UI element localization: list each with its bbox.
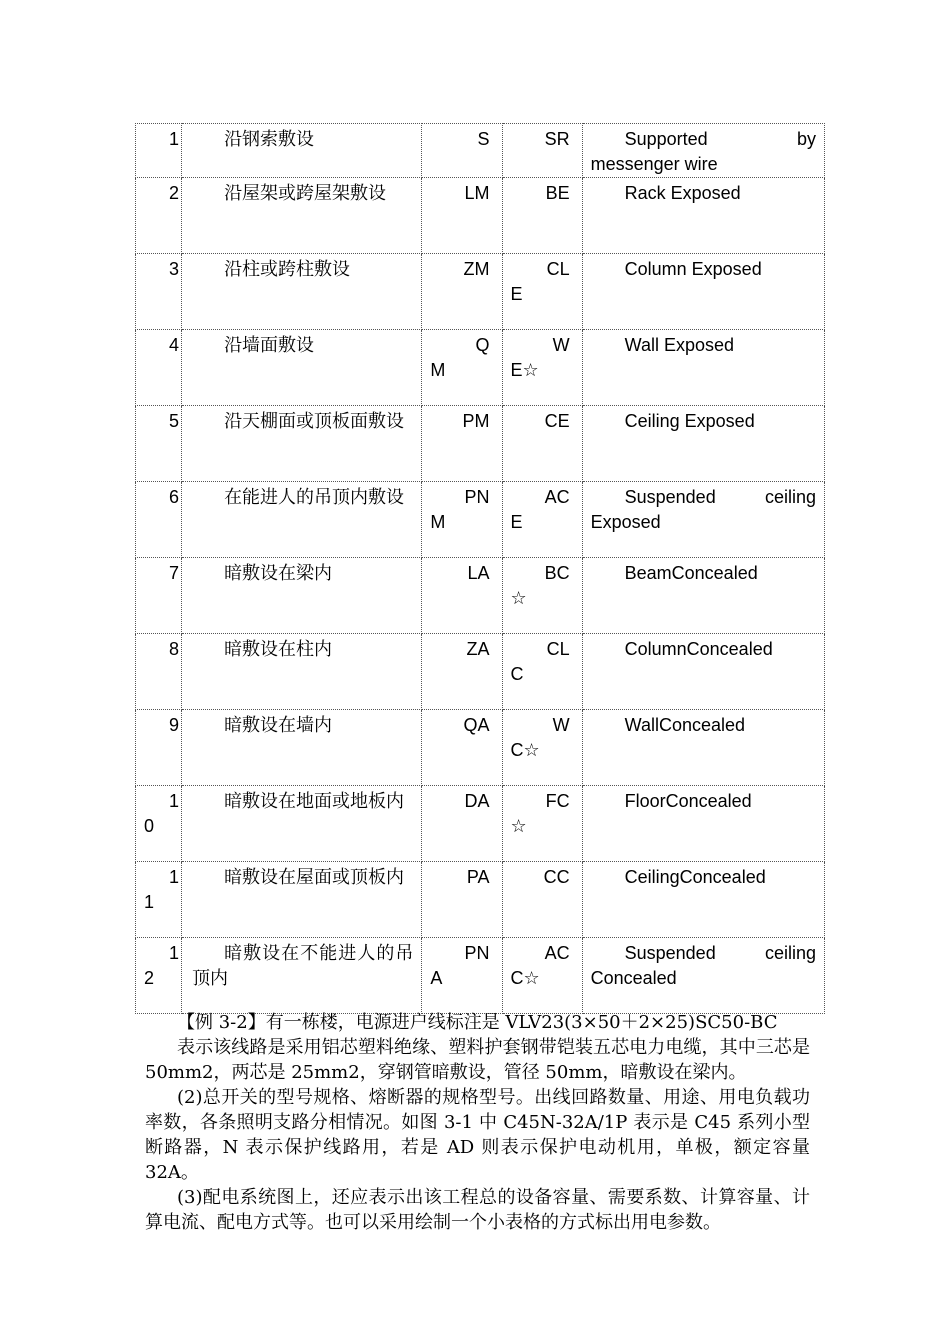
- table-row: [136, 938, 825, 1014]
- method-symbol: W: [552, 715, 570, 735]
- method-symbol-cell: [502, 330, 582, 406]
- method-symbol-cell: [502, 558, 582, 634]
- method-code: S: [477, 129, 490, 149]
- row-number: 7: [169, 563, 180, 583]
- english-term: Ceiling Exposed: [624, 411, 755, 431]
- method-symbol: BE: [545, 183, 570, 203]
- table-row: [136, 406, 825, 482]
- method-code-cell: [422, 938, 502, 1014]
- table-row: [136, 710, 825, 786]
- row-number-cell: [136, 178, 182, 254]
- row-number-cell: [136, 558, 182, 634]
- table-row: [136, 786, 825, 862]
- method-description: 暗敷设在屋面或顶板内: [224, 867, 405, 888]
- method-symbol-cell: [502, 124, 582, 178]
- english-term: WallConcealed: [624, 715, 746, 735]
- english-term-cell: [582, 178, 824, 254]
- table-row: [136, 558, 825, 634]
- table-body: [136, 124, 825, 1014]
- method-code: LA: [467, 563, 490, 583]
- method-symbol: SR: [544, 129, 570, 149]
- english-term-cell: [582, 786, 824, 862]
- row-number-cell: [136, 406, 182, 482]
- method-code: Q: [475, 335, 490, 355]
- row-number-cell: [136, 482, 182, 558]
- method-code: PA: [466, 867, 490, 887]
- method-symbol-continuation: E: [510, 512, 523, 532]
- example-heading: 【例 3-2】有一栋楼，电源进户线标注是 VLV23(3×50＋2×25)SC50-BC: [177, 1012, 778, 1033]
- row-number-cell: [136, 330, 182, 406]
- method-symbol-cell: [502, 862, 582, 938]
- method-code: ZM: [463, 259, 490, 279]
- method-description: 沿屋架或跨屋架敷设: [224, 183, 387, 204]
- row-number-continuation: 2: [144, 968, 155, 988]
- english-term: Rack Exposed: [624, 183, 741, 203]
- method-description-cell: [182, 124, 422, 178]
- method-symbol-continuation: C: [510, 664, 524, 684]
- english-term-cell: [582, 710, 824, 786]
- method-description-cell: [182, 406, 422, 482]
- row-number: 5: [169, 411, 180, 431]
- row-number: 6: [169, 487, 180, 507]
- method-symbol-continuation: ☆: [510, 588, 527, 608]
- english-term-cell: [582, 938, 824, 1014]
- english-term: Wall Exposed: [624, 335, 735, 355]
- row-number-continuation: 0: [144, 816, 155, 836]
- row-number-continuation: 1: [144, 892, 155, 912]
- method-symbol-cell: [502, 482, 582, 558]
- row-number: 8: [169, 639, 180, 659]
- method-description-cell: [182, 862, 422, 938]
- method-symbol-cell: [502, 406, 582, 482]
- method-description: 暗敷设在梁内: [224, 563, 333, 584]
- table-row: [136, 330, 825, 406]
- method-description: 沿钢索敷设: [224, 129, 315, 150]
- english-term-cell: [582, 124, 824, 178]
- method-description-cell: [182, 786, 422, 862]
- method-symbol: CL: [546, 259, 570, 279]
- method-description-cell: [182, 254, 422, 330]
- method-symbol: FC: [545, 791, 570, 811]
- table-row: [136, 124, 825, 178]
- method-code: PN: [464, 487, 490, 507]
- method-code: LM: [464, 183, 490, 203]
- table-row: [136, 254, 825, 330]
- row-number-cell: [136, 862, 182, 938]
- english-term-cell: [582, 406, 824, 482]
- method-code-cell: [422, 482, 502, 558]
- method-code-cell: [422, 178, 502, 254]
- method-symbol: CL: [546, 639, 570, 659]
- method-description-cell: [182, 330, 422, 406]
- method-code: PN: [464, 943, 490, 963]
- method-symbol-continuation: ☆: [510, 816, 527, 836]
- method-description-cell: [182, 634, 422, 710]
- english-term: CeilingConcealed: [624, 867, 766, 887]
- method-symbol-continuation: E☆: [510, 360, 539, 380]
- method-symbol: CE: [544, 411, 570, 431]
- row-number-cell: [136, 786, 182, 862]
- method-code-continuation: A: [430, 968, 443, 988]
- row-number-cell: [136, 710, 182, 786]
- method-code-cell: [422, 254, 502, 330]
- method-symbol-cell: [502, 254, 582, 330]
- method-code-continuation: M: [430, 360, 446, 380]
- paragraph-2: (2)总开关的型号规格、熔断器的规格型号。出线回路数量、用途、用电负载功率数，各条照明支路分相情况。如图 3-1 中 C45N-32A/1P 表示是 C45 系列小型断路器，N 表示保护线路用，若是 AD 则表示保护电动机用，单极，额定容量 32A。: [145, 1087, 810, 1183]
- english-term-cell: [582, 558, 824, 634]
- english-term: Column Exposed: [624, 259, 762, 279]
- row-number: 1: [169, 129, 180, 149]
- method-description-cell: [182, 938, 422, 1014]
- table-row: [136, 634, 825, 710]
- english-term: Suspended ceiling Exposed: [590, 487, 816, 532]
- method-code-continuation: M: [430, 512, 446, 532]
- wiring-method-table: [135, 123, 825, 1014]
- english-term-cell: [582, 634, 824, 710]
- english-term-cell: [582, 254, 824, 330]
- row-number: 2: [169, 183, 180, 203]
- row-number: 1: [169, 867, 180, 887]
- method-code-cell: [422, 406, 502, 482]
- method-code: QA: [463, 715, 490, 735]
- method-description: 暗敷设在地面或地板内: [224, 791, 405, 812]
- method-symbol-cell: [502, 710, 582, 786]
- row-number-cell: [136, 254, 182, 330]
- method-symbol: AC: [544, 943, 570, 963]
- method-description-cell: [182, 558, 422, 634]
- method-description: 沿天棚面或顶板面敷设: [224, 411, 405, 432]
- method-description-cell: [182, 178, 422, 254]
- row-number: 9: [169, 715, 180, 735]
- method-symbol: AC: [544, 487, 570, 507]
- english-term: ColumnConcealed: [624, 639, 773, 659]
- method-description: 沿墙面敷设: [224, 335, 315, 356]
- row-number-cell: [136, 938, 182, 1014]
- row-number: 4: [169, 335, 180, 355]
- english-term: Supported by messenger wire: [590, 129, 816, 174]
- method-symbol-continuation: C☆: [510, 968, 540, 988]
- paragraph-1: 表示该线路是采用铝芯塑料绝缘、塑料护套钢带铠装五芯电力电缆，其中三芯是 50mm2，两芯是 25mm2，穿钢管暗敷设，管径 50mm，暗敷设在梁内。: [145, 1037, 810, 1083]
- method-symbol-continuation: E: [510, 284, 523, 304]
- method-symbol: BC: [544, 563, 570, 583]
- method-symbol-cell: [502, 938, 582, 1014]
- method-code-cell: [422, 786, 502, 862]
- method-code: PM: [462, 411, 490, 431]
- english-term: Suspended ceiling Concealed: [590, 943, 816, 988]
- table-row: [136, 482, 825, 558]
- method-description: 暗敷设在墙内: [224, 715, 333, 736]
- method-code-cell: [422, 558, 502, 634]
- method-description: 在能进人的吊顶内敷设: [224, 487, 405, 508]
- table-row: [136, 178, 825, 254]
- english-term-cell: [582, 862, 824, 938]
- method-description: 暗敷设在不能进人的吊顶内: [192, 943, 414, 989]
- method-symbol-cell: [502, 178, 582, 254]
- method-description: 暗敷设在柱内: [224, 639, 333, 660]
- method-symbol: W: [552, 335, 570, 355]
- body-text: [145, 1010, 810, 1235]
- method-code-cell: [422, 710, 502, 786]
- row-number-cell: [136, 124, 182, 178]
- method-code: DA: [464, 791, 490, 811]
- method-symbol: CC: [543, 867, 570, 887]
- row-number-cell: [136, 634, 182, 710]
- method-description-cell: [182, 710, 422, 786]
- method-code-cell: [422, 634, 502, 710]
- method-code-cell: [422, 124, 502, 178]
- method-code-cell: [422, 330, 502, 406]
- method-symbol-cell: [502, 786, 582, 862]
- table-row: [136, 862, 825, 938]
- english-term-cell: [582, 482, 824, 558]
- method-description-cell: [182, 482, 422, 558]
- english-term: BeamConcealed: [624, 563, 758, 583]
- paragraph-3: (3)配电系统图上，还应表示出该工程总的设备容量、需要系数、计算容量、计算电流、配电方式等。也可以采用绘制一个小表格的方式标出用电参数。: [145, 1187, 810, 1233]
- row-number: 3: [169, 259, 180, 279]
- method-symbol-cell: [502, 634, 582, 710]
- method-code: ZA: [466, 639, 490, 659]
- row-number: 1: [169, 791, 180, 811]
- english-term: FloorConcealed: [624, 791, 752, 811]
- method-code-cell: [422, 862, 502, 938]
- english-term-cell: [582, 330, 824, 406]
- method-description: 沿柱或跨柱敷设: [224, 259, 351, 280]
- method-symbol-continuation: C☆: [510, 740, 540, 760]
- row-number: 1: [169, 943, 180, 963]
